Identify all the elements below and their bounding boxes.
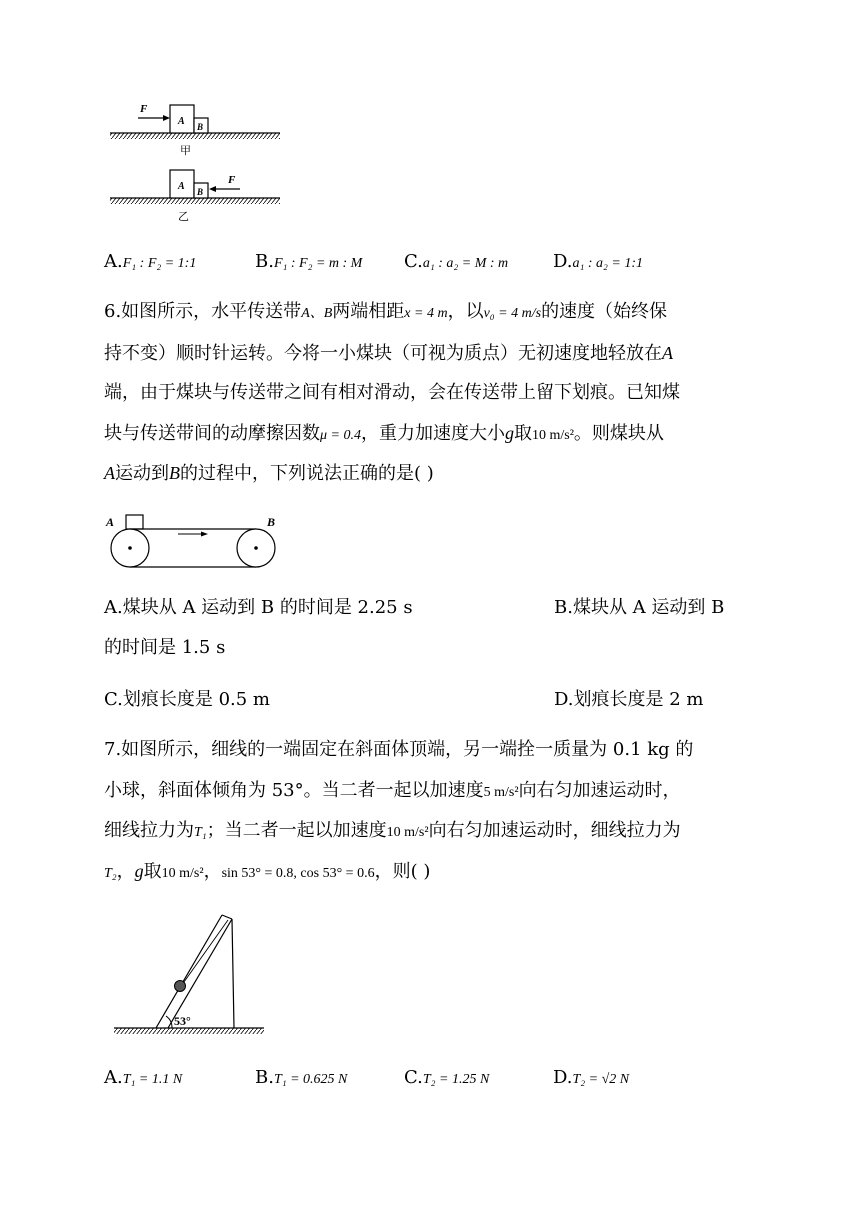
block-a-label-yi: A	[178, 181, 185, 192]
q6-option-c: C.划痕长度是 0.5 m	[104, 689, 270, 710]
q7-stem-line-3: 细线拉力为T₁；当二者一起以加速度10 m/s²向右匀加速运动时，细线拉力为	[104, 820, 681, 841]
figure-q5-blocks	[108, 98, 288, 228]
force-label-f-yi: F	[228, 174, 236, 186]
q7-stem-line-2: 小球，斜面体倾角为 53°。当二者一起以加速度5 m/s²向右匀加速运动时，	[104, 780, 681, 801]
q6-stem-line-5: A运动到B的过程中，下列说法正确的是( )	[104, 463, 434, 484]
q7-option-d: D.T₂ = √2 N	[553, 1067, 630, 1088]
q7-option-a: A.T₁ = 1.1 N	[104, 1067, 183, 1088]
q7-stem-line-1: 7.如图所示，细线的一端固定在斜面体顶端，另一端拴一质量为 0.1 kg 的	[104, 739, 694, 760]
q5-option-a: A.F₁ : F₂ = 1:1	[104, 251, 197, 272]
q6-stem-line-2: 持不变）顺时针运转。今将一小煤块（可视为质点）无初速度地轻放在A	[104, 343, 673, 364]
end-b-label: B	[267, 515, 276, 529]
block-a-label-jia: A	[178, 116, 185, 127]
figure-q6-conveyor	[104, 508, 284, 578]
q6-stem-line-4: 块与传送带间的动摩擦因数μ = 0.4，重力加速度大小g取10 m/s²。则煤块从	[104, 423, 664, 444]
block-b-label-jia: B	[197, 122, 204, 132]
end-a-label: A	[106, 515, 115, 529]
q6-option-b: B.煤块从 A 运动到 B	[554, 597, 725, 618]
q6-stem-line-3: 端，由于煤块与传送带之间有相对滑动，会在传送带上留下划痕。已知煤	[104, 382, 680, 403]
figure-q7-incline	[112, 910, 272, 1040]
block-b-label-yi: B	[197, 187, 204, 197]
q6-option-a: A.煤块从 A 运动到 B 的时间是 2.25 s	[104, 597, 413, 618]
q5-option-c: C.a₁ : a₂ = M : m	[404, 251, 509, 272]
q6-option-b-continued: 的时间是 1.5 s	[104, 637, 226, 658]
force-label-f-jia: F	[140, 103, 148, 115]
caption-yi: 乙	[178, 210, 189, 223]
q7-stem-line-4: T₂，g取10 m/s²，sin 53° = 0.8, cos 53° = 0.6，则( )	[104, 861, 431, 882]
q7-option-c: C.T₂ = 1.25 N	[404, 1067, 490, 1088]
q5-option-d: D.a₁ : a₂ = 1:1	[553, 251, 644, 272]
q7-option-b: B.T₁ = 0.625 N	[255, 1067, 348, 1088]
q5-option-b: B.F₁ : F₂ = m : M	[255, 251, 363, 272]
q6-option-d: D.划痕长度是 2 m	[554, 689, 704, 710]
angle-label: 53°	[174, 1014, 191, 1028]
caption-jia: 甲	[180, 144, 191, 157]
q6-stem-line-1: 6.如图所示，水平传送带A、B两端相距x = 4 m，以v₀ = 4 m/s的速度（始终保	[104, 301, 668, 322]
